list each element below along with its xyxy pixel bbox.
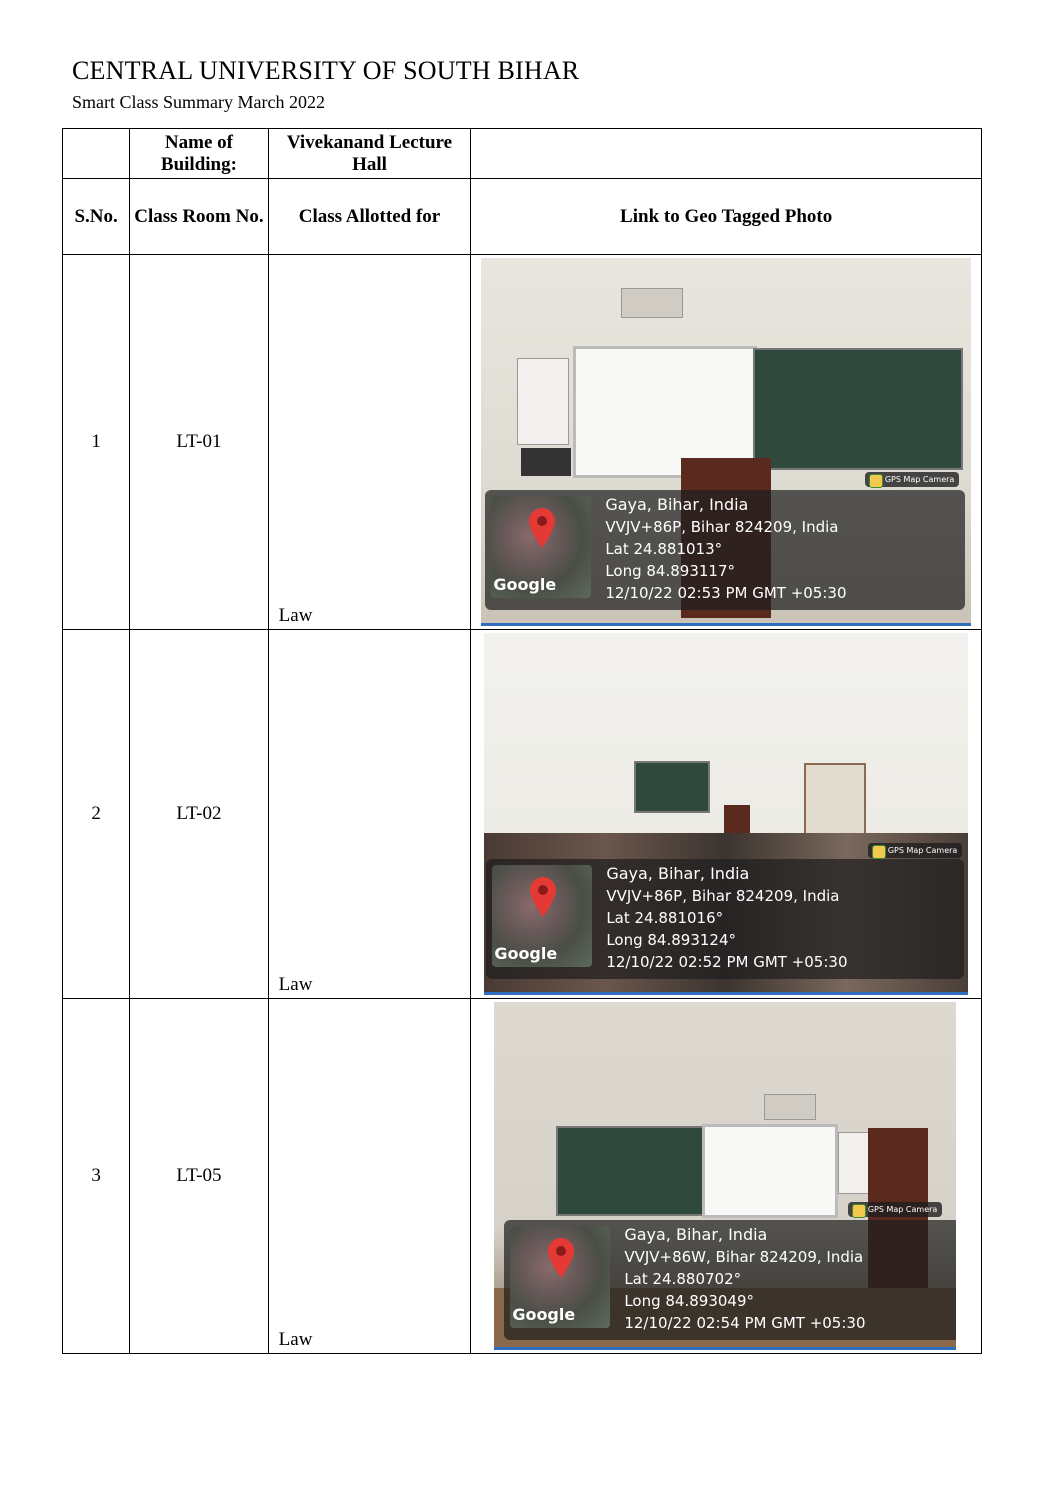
map-pin-icon	[530, 877, 556, 917]
electrical-panel	[517, 358, 569, 445]
gps-camera-badge: GPS Map Camera	[868, 843, 962, 858]
row-sno: 1	[63, 255, 130, 630]
smart-board	[702, 1124, 838, 1218]
table-row	[63, 630, 982, 999]
geo-place: Gaya, Bihar, India	[624, 1225, 768, 1244]
google-logo: Google	[512, 1305, 576, 1324]
row-sno: 3	[63, 999, 130, 1354]
geo-longitude: Long 84.893124°	[606, 931, 736, 949]
google-logo: Google	[494, 944, 558, 963]
chalk-board	[753, 348, 963, 470]
building-row-empty	[471, 129, 982, 179]
geo-timestamp: 12/10/22 02:54 PM GMT +05:30	[624, 1314, 866, 1332]
gps-camera-icon	[869, 474, 883, 488]
building-label: Name of Building:	[130, 129, 268, 179]
map-thumbnail	[510, 1226, 610, 1328]
header-room: Class Room No.	[130, 179, 268, 255]
document-subtitle: Smart Class Summary March 2022	[72, 92, 325, 112]
header-sno: S.No.	[63, 179, 130, 255]
geo-timestamp: 12/10/22 02:53 PM GMT +05:30	[605, 584, 847, 602]
projector	[764, 1094, 816, 1120]
row-allotted-cell	[268, 999, 471, 1354]
row-allotted-cell	[268, 255, 471, 630]
header-row	[63, 179, 982, 255]
row-allotted-cell	[268, 630, 471, 999]
geo-latitude: Lat 24.881013°	[605, 540, 723, 558]
map-pin-icon	[548, 1238, 574, 1278]
geo-plus-code: VVJV+86P, Bihar 824209, India	[605, 518, 839, 536]
geo-longitude: Long 84.893117°	[605, 562, 735, 580]
google-logo: Google	[493, 575, 557, 594]
geo-overlay	[504, 1220, 956, 1340]
geo-plus-code: VVJV+86W, Bihar 824209, India	[624, 1248, 864, 1266]
projector	[621, 288, 683, 318]
photo-link-underline	[484, 992, 968, 995]
geo-tagged-photo[interactable]	[494, 1002, 956, 1350]
chalk-board	[634, 761, 710, 813]
chalk-board	[556, 1126, 706, 1216]
header-photo: Link to Geo Tagged Photo	[471, 179, 982, 255]
map-thumbnail	[492, 865, 592, 967]
geo-place: Gaya, Bihar, India	[605, 495, 749, 514]
geo-timestamp: 12/10/22 02:52 PM GMT +05:30	[606, 953, 848, 971]
row-allotted: Law	[278, 605, 313, 626]
row-allotted: Law	[278, 1329, 313, 1350]
table-row	[63, 255, 982, 630]
geo-photo-cell	[471, 255, 982, 630]
speaker	[521, 448, 571, 476]
table-row	[63, 999, 982, 1354]
geo-overlay	[485, 490, 965, 610]
row-room: LT-05	[130, 999, 268, 1354]
gps-camera-badge: GPS Map Camera	[865, 472, 959, 487]
geo-tagged-photo[interactable]	[481, 258, 971, 626]
building-row-blank	[63, 129, 130, 179]
map-pin-icon	[529, 508, 555, 548]
electrical-panel	[838, 1132, 870, 1194]
header-allotted: Class Allotted for	[268, 179, 471, 255]
gps-camera-icon	[872, 845, 886, 859]
map-thumbnail	[491, 496, 591, 598]
geo-overlay	[486, 859, 964, 979]
building-name: Vivekanand Lecture Hall	[268, 129, 471, 179]
row-room: LT-01	[130, 255, 268, 630]
geo-latitude: Lat 24.881016°	[606, 909, 724, 927]
gps-camera-icon	[852, 1204, 866, 1218]
geo-latitude: Lat 24.880702°	[624, 1270, 742, 1288]
geo-place: Gaya, Bihar, India	[606, 864, 750, 883]
row-sno: 2	[63, 630, 130, 999]
row-allotted: Law	[278, 974, 313, 995]
geo-photo-cell	[471, 999, 982, 1354]
photo-link-underline	[494, 1347, 956, 1350]
geo-tagged-photo[interactable]	[484, 633, 968, 995]
building-row	[63, 129, 982, 179]
geo-photo-cell	[471, 630, 982, 999]
geo-longitude: Long 84.893049°	[624, 1292, 754, 1310]
document-title: CENTRAL UNIVERSITY OF SOUTH BIHAR	[72, 56, 580, 85]
geo-plus-code: VVJV+86P, Bihar 824209, India	[606, 887, 840, 905]
smart-class-table	[62, 128, 982, 1354]
gps-camera-badge: GPS Map Camera	[848, 1202, 942, 1217]
row-room: LT-02	[130, 630, 268, 999]
photo-link-underline	[481, 623, 971, 626]
